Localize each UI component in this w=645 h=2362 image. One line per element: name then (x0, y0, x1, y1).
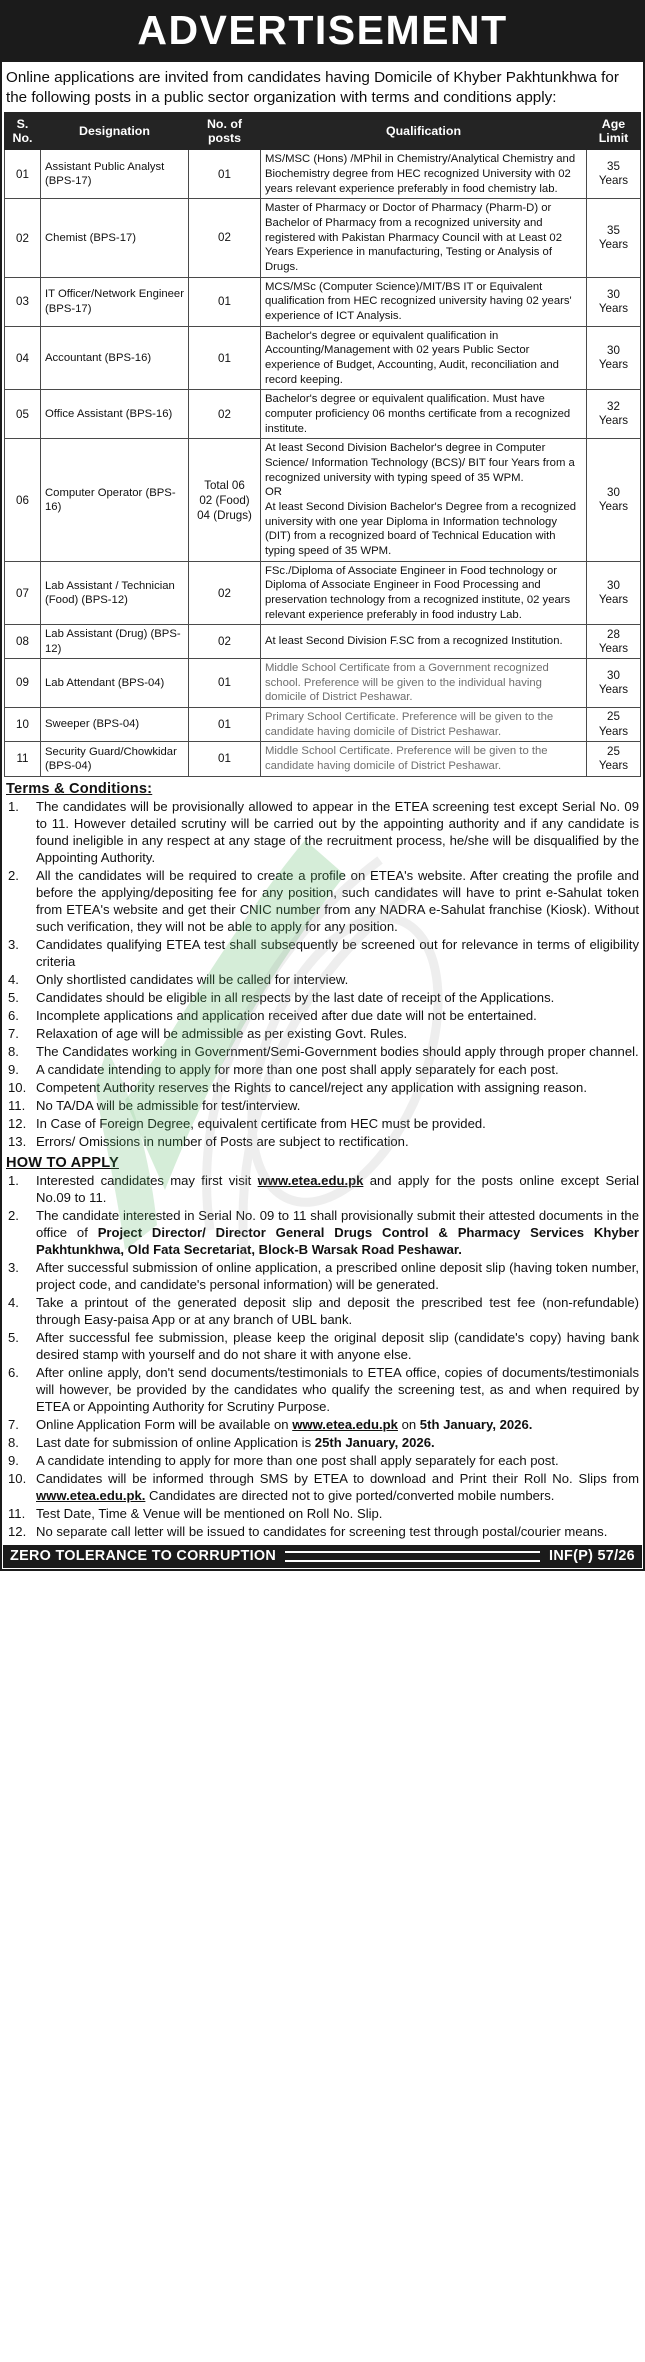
column-header-age-limit (587, 113, 641, 150)
cell-qualification: MS/MSC (Hons) /MPhil in Chemistry/Analytical Chemistry and Biochemistry degree from HEC recognized University with 02 years relevant experience preferably in food chemistry lab. (261, 150, 587, 199)
cell-posts: 02 (189, 625, 261, 658)
list-marker: 4. (8, 1295, 19, 1311)
table-row (5, 199, 641, 277)
column-header-qualification: Qualification (261, 113, 587, 150)
header-line: No. of (206, 117, 243, 132)
body-text: Take a printout of the generated deposit slip and deposit the prescribed test fee (non-refundable) through Easy-paisa App or at any branch of UBL bank. (36, 1295, 639, 1328)
terms-item-text: Incomplete applications and application received after due date will not be entertained. (36, 1007, 537, 1023)
how-to-apply-item-text (36, 1471, 639, 1503)
age-number: 35 (607, 223, 620, 237)
cell-sno: 11 (5, 742, 41, 776)
age-number: 25 (607, 744, 620, 758)
list-marker: 7. (8, 1025, 19, 1041)
cell-sno: 03 (5, 277, 41, 326)
how-to-apply-item-text (36, 1453, 559, 1468)
cell-designation: Assistant Public Analyst (BPS-17) (41, 150, 189, 199)
body-text: No separate call letter will be issued to candidates for screening test through postal/courier means. (36, 1524, 608, 1540)
etea-website-link[interactable]: www.etea.edu.pk (292, 1417, 398, 1433)
how-to-apply-list-item (6, 1172, 639, 1206)
body-text: After online apply, don't send documents/testimonials to ETEA office, copies of documents/testimonials will however, be provided by the candidates who qualify the screening test, as and when required by ETEA or Appointing Authority for Scrutiny Purpose. (36, 1365, 639, 1415)
terms-item-text: Only shortlisted candidates will be called for interview. (36, 971, 349, 987)
list-marker: 7. (8, 1417, 19, 1433)
age-unit: Years (598, 500, 629, 514)
terms-item-text: Errors/ Omissions in number of Posts are subject to rectification. (36, 1133, 409, 1149)
cell-posts: Total 06 02 (Food) 04 (Drugs) (189, 439, 261, 561)
table-row (5, 326, 641, 390)
table-row (5, 707, 641, 741)
terms-item-text: The Candidates working in Government/Semi-Government bodies should apply through proper channel. (36, 1043, 639, 1059)
footer-divider-rule (285, 1551, 540, 1562)
body-text: Online Application Form will be available on (36, 1417, 293, 1433)
terms-list-item (6, 989, 639, 1006)
list-marker: 5. (8, 1330, 19, 1346)
list-marker: 6. (8, 1365, 19, 1381)
how-to-apply-item-text (36, 1365, 639, 1414)
cell-qualification: Master of Pharmacy or Doctor of Pharmacy (Pharm-D) or Bachelor of Pharmacy from a recognized university and registered with Pakistan Pharmacy Council with at Least 02 Years Experience in manufacturing, Testing or Analysis of Drugs. (261, 199, 587, 277)
terms-item-text: In Case of Foreign Degree, equivalent certificate from HEC must be provided. (36, 1115, 486, 1131)
table-row (5, 742, 641, 776)
cell-age-limit (587, 561, 641, 625)
cell-age-limit (587, 742, 641, 776)
age-number: 32 (607, 400, 620, 414)
cell-designation: IT Officer/Network Engineer (BPS-17) (41, 277, 189, 326)
terms-item-text: Competent Authority reserves the Rights to cancel/reject any application with assigning reason. (36, 1079, 587, 1095)
column-header-no-of-posts (189, 113, 261, 150)
footer-slogan: ZERO TOLERANCE TO CORRUPTION (10, 1548, 277, 1565)
body-text: and apply for the posts online except Serial No.09 to 11. (36, 1172, 639, 1205)
how-to-apply-list-item (6, 1505, 639, 1522)
cell-sno: 01 (5, 150, 41, 199)
terms-and-conditions-section (0, 777, 645, 1150)
cell-posts: 01 (189, 326, 261, 390)
body-text: Test Date, Time & Venue will be mentioned on Roll No. Slip. (36, 1506, 383, 1522)
terms-heading: Terms & Conditions: (6, 780, 153, 797)
list-marker: 5. (8, 989, 19, 1005)
terms-item-text: Candidates qualifying ETEA test shall subsequently be screened out for relevance in terms of eligibility criteria (36, 936, 639, 969)
column-header-designation: Designation (41, 113, 189, 150)
terms-list-item (6, 971, 639, 988)
list-marker: 1. (8, 798, 19, 814)
table-row (5, 561, 641, 625)
header-line: Limit (598, 131, 629, 146)
cell-age-limit (587, 326, 641, 390)
list-marker: 2. (8, 1207, 19, 1223)
cell-qualification: FSc./Diploma of Associate Engineer in Food technology or Diploma of Associate Engineer in Food Processing and preservation technology from a recognized institute, 02 years relevant experience preferably in food industry Lab. (261, 561, 587, 625)
cell-designation: Lab Assistant (Drug) (BPS-12) (41, 625, 189, 658)
terms-list-item (6, 1043, 639, 1060)
age-number: 35 (607, 160, 620, 174)
cell-age-limit (587, 625, 641, 658)
cell-sno: 05 (5, 390, 41, 439)
age-number: 30 (607, 578, 620, 592)
cell-age-limit (587, 658, 641, 707)
list-marker: 1. (8, 1172, 19, 1188)
age-number: 25 (607, 710, 620, 724)
terms-item-text: Candidates should be eligible in all respects by the last date of receipt of the Applications. (36, 989, 555, 1005)
cell-sno: 02 (5, 199, 41, 277)
how-to-apply-list-item (6, 1207, 639, 1258)
list-marker: 12. (8, 1115, 27, 1131)
list-marker: 9. (8, 1453, 19, 1469)
terms-item-text: A candidate intending to apply for more than one post shall apply separately for each post. (36, 1061, 559, 1077)
list-marker: 8. (8, 1043, 19, 1059)
list-marker: 2. (8, 867, 19, 883)
cell-designation: Accountant (BPS-16) (41, 326, 189, 390)
how-to-apply-list-item (6, 1434, 639, 1451)
list-marker: 3. (8, 936, 19, 952)
how-to-apply-item-text (36, 1260, 639, 1292)
list-marker: 8. (8, 1435, 19, 1451)
cell-age-limit (587, 439, 641, 561)
age-number: 28 (607, 627, 620, 641)
list-marker: 11. (8, 1097, 26, 1113)
list-marker: 4. (8, 971, 19, 987)
cell-qualification: Bachelor's degree or equivalent qualification in Accounting/Management with 02 years Public Sector experience of Budget, Accounting, Audit, reconciliation and record keeping. (261, 326, 587, 390)
body-text: on (397, 1417, 420, 1433)
list-marker: 13. (8, 1133, 27, 1149)
body-text: Candidates will be informed through SMS by ETEA to download and Print their Roll No. Slips from (36, 1471, 639, 1487)
job-posts-table-body (5, 150, 641, 776)
intro-paragraph: Online applications are invited from candidates having Domicile of Khyber Pakhtunkhwa for the following posts in a public sector organization with terms and conditions apply: (6, 68, 619, 106)
terms-list-item (6, 1025, 639, 1042)
column-header-serial-no (5, 113, 41, 150)
age-unit: Years (598, 593, 629, 607)
how-to-apply-list-item (6, 1452, 639, 1469)
emphasis-text: 25th January, 2026. (314, 1435, 435, 1451)
how-to-apply-item-text (36, 1173, 639, 1205)
etea-website-link[interactable]: www.etea.edu.pk (257, 1172, 364, 1188)
how-to-apply-item-text (36, 1435, 435, 1450)
cell-qualification: At least Second Division Bachelor's degree in Computer Science/ Information Technology (BCS)/ BIT four Years from a recognized university with typing speed of 35 WPM. OR At least Second Division Bachelor's Degree from a recognized university with one year Diploma in Information technology (DIT) from a recognized board of Technical Education with typing speed of 35 WPM. (261, 439, 587, 561)
cell-designation: Lab Assistant / Technician (Food) (BPS-12) (41, 561, 189, 625)
terms-list-item (6, 1097, 639, 1114)
terms-list-item (6, 1079, 639, 1096)
body-text: After successful submission of online application, a prescribed online deposit slip (having token number, project code, and candidate's personal information) will be generated. (36, 1260, 639, 1293)
age-unit: Years (598, 682, 629, 696)
advertisement-banner-title: ADVERTISEMENT (2, 2, 643, 62)
cell-designation: Chemist (BPS-17) (41, 199, 189, 277)
cell-posts: 02 (189, 561, 261, 625)
terms-list-item (6, 1007, 639, 1024)
cell-qualification: Primary School Certificate. Preference will be given to the candidate having domicile of District Peshawar. (261, 707, 587, 741)
how-to-apply-heading: HOW TO APPLY (6, 1154, 119, 1171)
table-row (5, 439, 641, 561)
how-to-apply-section (0, 1151, 645, 1540)
cell-age-limit (587, 199, 641, 277)
list-marker: 10. (8, 1471, 27, 1487)
terms-list-item (6, 1133, 639, 1150)
cell-qualification: Middle School Certificate from a Government recognized school. Preference will be given to the individual having domicile of District Peshawar. (261, 658, 587, 707)
age-unit: Years (598, 301, 629, 315)
how-to-apply-item-text (36, 1295, 639, 1327)
cell-age-limit (587, 150, 641, 199)
terms-item-text: No TA/DA will be admissible for test/interview. (36, 1097, 301, 1113)
body-text: Candidates are directed not to give ported/converted mobile numbers. (145, 1488, 555, 1504)
age-number: 30 (607, 485, 620, 499)
body-text: The candidate interested in Serial No. 09 to 11 shall provisionally submit their attested documents in the office of (36, 1207, 639, 1240)
terms-list (6, 798, 639, 1150)
how-to-apply-list-item (6, 1329, 639, 1363)
table-row (5, 150, 641, 199)
how-to-apply-item-text (36, 1506, 382, 1521)
cell-designation: Sweeper (BPS-04) (41, 707, 189, 741)
how-to-apply-list-item (6, 1259, 639, 1293)
etea-website-link[interactable]: www.etea.edu.pk. (36, 1488, 146, 1504)
terms-list-item (6, 867, 639, 935)
cell-posts: 01 (189, 742, 261, 776)
how-to-apply-list-item (6, 1470, 639, 1504)
cell-sno: 10 (5, 707, 41, 741)
cell-designation: Office Assistant (BPS-16) (41, 390, 189, 439)
list-marker: 6. (8, 1007, 19, 1023)
how-to-apply-list-item (6, 1364, 639, 1415)
body-text: Last date for submission of online Application is (36, 1435, 315, 1451)
how-to-apply-item-text (36, 1208, 639, 1257)
emphasis-text: 5th January, 2026. (419, 1417, 533, 1433)
cell-sno: 07 (5, 561, 41, 625)
how-to-apply-item-text (36, 1330, 639, 1362)
list-marker: 12. (8, 1524, 27, 1540)
cell-sno: 06 (5, 439, 41, 561)
cell-posts: 02 (189, 390, 261, 439)
terms-item-text: Relaxation of age will be admissible as per existing Govt. Rules. (36, 1025, 408, 1041)
age-number: 30 (607, 343, 620, 357)
cell-posts: 01 (189, 150, 261, 199)
table-row (5, 625, 641, 658)
list-marker: 3. (8, 1260, 19, 1275)
table-row (5, 277, 641, 326)
cell-posts: 02 (189, 199, 261, 277)
cell-sno: 08 (5, 625, 41, 658)
emphasis-text: Project Director/ Director General Drugs Control & Pharmacy Services Khyber Pakhtunkhwa, Old Fata Secretariat, Block-B Warsak Road Peshawar. (36, 1224, 639, 1257)
terms-list-item (6, 936, 639, 970)
cell-designation: Security Guard/Chowkidar (BPS-04) (41, 742, 189, 776)
body-text: After successful fee submission, please keep the original deposit slip (candidate's copy) having bank desired stamp with yourself and do not share it with anyone else. (36, 1330, 639, 1363)
header-line: Age (601, 117, 626, 132)
how-to-apply-list (6, 1172, 639, 1540)
table-header-row (5, 113, 641, 150)
terms-item-text: The candidates will be provisionally allowed to appear in the ETEA screening test except Serial No. 09 to 11. However detailed scrutiny will be carried out by the appointing authority and if any candidate is found ineligible in any respect at any stage of the recruitment process, he/she will be disqualified by the Appointing Authority. (36, 798, 639, 865)
footer-reference-number: INF(P) 57/26 (549, 1548, 635, 1565)
cell-sno: 09 (5, 658, 41, 707)
age-unit: Years (598, 758, 629, 772)
cell-age-limit (587, 277, 641, 326)
how-to-apply-item-text (36, 1524, 607, 1539)
age-unit: Years (598, 414, 629, 428)
header-line: S. (16, 117, 29, 132)
cell-posts: 01 (189, 277, 261, 326)
cell-age-limit (587, 390, 641, 439)
age-unit: Years (598, 238, 629, 251)
how-to-apply-list-item (6, 1416, 639, 1433)
body-text: A candidate intending to apply for more than one post shall apply separately for each post. (36, 1453, 559, 1469)
age-number: 30 (607, 287, 620, 301)
cell-designation: Lab Attendant (BPS-04) (41, 658, 189, 707)
cell-qualification: MCS/MSc (Computer Science)/MIT/BS IT or Equivalent qualification from HEC recognized university having 02 years' experience of ICT Analysis. (261, 277, 587, 326)
list-marker: 9. (8, 1061, 19, 1077)
header-line: posts (207, 131, 242, 146)
cell-qualification: Bachelor's degree or equivalent qualification. Must have computer proficiency 06 months certificate from a recognized institute. (261, 390, 587, 439)
cell-qualification: Middle School Certificate. Preference will be given to the candidate having domicile of District Peshawar. (261, 742, 587, 776)
age-unit: Years (598, 641, 629, 655)
footer-bar (3, 1545, 642, 1568)
job-posts-table (4, 112, 641, 777)
cell-sno: 04 (5, 326, 41, 390)
list-marker: 11. (8, 1506, 26, 1522)
cell-posts: 01 (189, 658, 261, 707)
header-line: No. (12, 131, 33, 146)
age-number: 30 (607, 668, 620, 682)
cell-designation: Computer Operator (BPS-16) (41, 439, 189, 561)
terms-list-item (6, 1115, 639, 1132)
cell-qualification: At least Second Division F.SC from a recognized Institution. (261, 625, 587, 658)
how-to-apply-list-item (6, 1294, 639, 1328)
age-unit: Years (598, 174, 629, 188)
how-to-apply-item-text (36, 1417, 532, 1432)
table-row (5, 390, 641, 439)
cell-age-limit (587, 707, 641, 741)
table-row (5, 658, 641, 707)
age-unit: Years (598, 724, 629, 738)
cell-posts: 01 (189, 707, 261, 741)
list-marker: 10. (8, 1079, 27, 1095)
terms-list-item (6, 798, 639, 866)
age-unit: Years (598, 358, 629, 372)
how-to-apply-list-item (6, 1523, 639, 1540)
body-text: Interested candidates may first visit (36, 1172, 258, 1188)
terms-item-text: All the candidates will be required to create a profile on ETEA's website. After creating the profile and before the applying/depositing fee for any position, such candidates will have to print e-Sahulat token from ETEA's website and get their CNIC number from any NADRA e-Sahulat franchise (Kiosk). Without such verification, they will not be able to apply for any position. (36, 867, 639, 934)
terms-list-item (6, 1061, 639, 1078)
